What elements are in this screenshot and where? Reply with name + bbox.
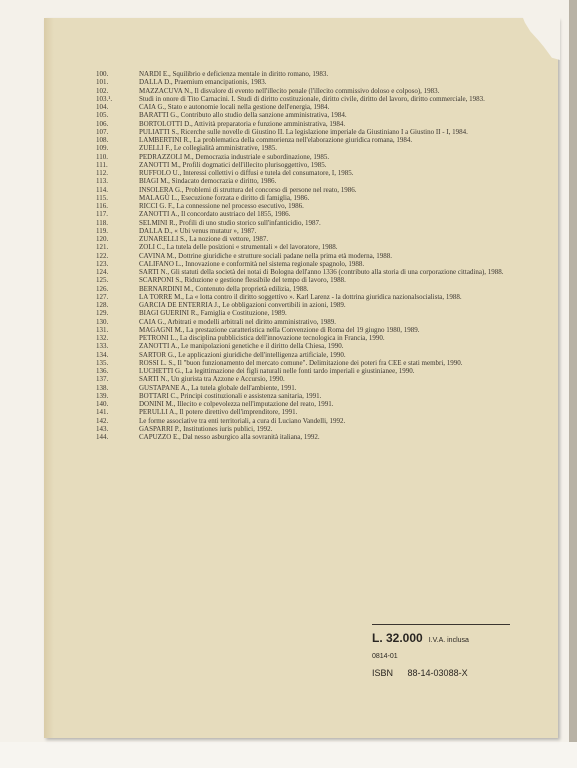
entry-number: 114. bbox=[96, 185, 108, 194]
list-item bbox=[96, 285, 516, 293]
isbn-label: ISBN bbox=[372, 668, 394, 678]
entry-number: 105. bbox=[96, 111, 109, 120]
isbn-value: 88-14-03088-X bbox=[407, 668, 468, 678]
entry-text: PERULLI A., Il potere direttivo dell'imprenditore, 1991. bbox=[139, 408, 298, 417]
entry-number: 122. bbox=[96, 251, 109, 260]
list-item bbox=[96, 219, 516, 227]
entry-number: 134. bbox=[96, 350, 109, 359]
list-item bbox=[96, 425, 516, 433]
entry-number: 139. bbox=[96, 391, 109, 400]
series-list bbox=[96, 70, 516, 441]
entry-number: 110. bbox=[96, 152, 108, 161]
entry-text: CAIA G., Stato e autonomie locali nella gestione dell'energia, 1984. bbox=[139, 103, 330, 111]
entry-text: LA TORRE M., La « lotta contro il diritto soggettivo ». Karl Larenz - la dottrina giuridica nazionalsocialista, 1988. bbox=[139, 292, 462, 301]
entry-number: 104. bbox=[96, 103, 109, 111]
entry-number: 138. bbox=[96, 383, 109, 392]
list-item bbox=[96, 384, 516, 392]
entry-number: 131. bbox=[96, 325, 109, 334]
list-item bbox=[96, 318, 516, 326]
entry-text: GARCIA DE ENTERRIA J., Le obbligazioni convertibili in azioni, 1989. bbox=[139, 301, 346, 309]
list-item bbox=[96, 408, 516, 416]
list-item bbox=[96, 186, 516, 194]
list-item bbox=[96, 260, 516, 268]
entry-number: 143. bbox=[96, 424, 109, 433]
list-item bbox=[96, 276, 516, 284]
entry-text: BERNARDINI M., Contenuto della proprietà edilizia, 1988. bbox=[139, 284, 309, 293]
price-block bbox=[372, 624, 510, 678]
entry-number: 113. bbox=[96, 177, 108, 186]
list-item bbox=[96, 194, 516, 202]
entry-text: MAZZACUVA N., Il disvalore di evento nell'illecito penale (l'illecito commissivo doloso e colposo), 1983. bbox=[139, 86, 440, 95]
list-item bbox=[96, 334, 516, 342]
list-item bbox=[96, 210, 516, 218]
entry-text: PULIATTI S., Ricerche sulle novelle di Giustino II. La legislazione imperiale da Giustiniano I a Giustino II - I, 1984. bbox=[139, 127, 468, 136]
entry-text: CAVINA M., Dottrine giuridiche e strutture sociali padane nella prima età moderna, 1988. bbox=[139, 251, 392, 260]
entry-number: 115. bbox=[96, 193, 108, 202]
entry-text: Le forme associative tra enti territoriali, a cura di Luciano Vandelli, 1992. bbox=[139, 416, 346, 425]
entry-text: SCARPONI S., Riduzione e gestione flessibile del tempo di lavoro, 1988. bbox=[139, 276, 346, 285]
entry-number: 106. bbox=[96, 119, 109, 128]
entry-number: 108. bbox=[96, 136, 109, 144]
list-item bbox=[96, 252, 516, 260]
entry-text: LAMBERTINI R., La problematica della commorienza nell'elaborazione giuridica romana, 1984. bbox=[139, 136, 413, 144]
list-item bbox=[96, 128, 516, 136]
entry-number: 118. bbox=[96, 218, 108, 227]
entry-text: SARTOR G., Le applicazioni giuridiche dell'intelligenza artificiale, 1990. bbox=[139, 350, 346, 359]
product-code: 0814-01 bbox=[372, 653, 398, 660]
entry-number: 135. bbox=[96, 358, 109, 367]
list-item bbox=[96, 351, 516, 359]
entry-number: 130. bbox=[96, 317, 109, 326]
list-item bbox=[96, 202, 516, 210]
list-item bbox=[96, 375, 516, 383]
list-item bbox=[96, 153, 516, 161]
entry-text: BIAGI GUERINI R., Famiglia e Costituzione, 1989. bbox=[139, 309, 287, 318]
entry-text: BARATTI G., Contributo allo studio della sanzione amministrativa, 1984. bbox=[139, 111, 347, 120]
entry-number: 126. bbox=[96, 284, 109, 293]
entry-text: SELMINI R., Profili di uno studio storico sull'infanticidio, 1987. bbox=[139, 218, 321, 227]
list-item bbox=[96, 268, 516, 276]
entry-text: NARDI E., Squilibrio e deficienza mentale in diritto romano, 1983. bbox=[139, 70, 329, 78]
entry-number: 137. bbox=[96, 375, 109, 384]
entry-number: 103.¹. bbox=[96, 94, 113, 103]
entry-number: 119. bbox=[96, 226, 108, 235]
entry-text: BOTTARI C., Principi costituzionali e assistenza sanitaria, 1991. bbox=[139, 391, 322, 400]
entry-text: CAIA G., Arbitrati e modelli arbitrali nel diritto amministrativo, 1989. bbox=[139, 317, 336, 326]
list-item bbox=[96, 111, 516, 119]
list-item bbox=[96, 120, 516, 128]
entry-number: 141. bbox=[96, 408, 109, 417]
entry-text: GASPARRI P., Institutiones iuris publici, 1992. bbox=[139, 424, 273, 433]
list-item bbox=[96, 144, 516, 152]
entry-number: 132. bbox=[96, 334, 109, 342]
list-item bbox=[96, 78, 516, 86]
entry-text: ZUELLI F., Le collegialità amministrative, 1985. bbox=[139, 144, 278, 153]
entry-text: DALLA D., Praemium emancipationis, 1983. bbox=[139, 78, 267, 87]
entry-text: INSOLERA G., Problemi di struttura del concorso di persone nel reato, 1986. bbox=[139, 185, 357, 194]
entry-text: RICCI G. F., La connessione nel processo esecutivo, 1986. bbox=[139, 202, 304, 210]
background-edge bbox=[569, 0, 577, 768]
entry-text: ZANOTTI A., Il concordato austriaco del 1855, 1986. bbox=[139, 210, 291, 219]
entry-number: 124. bbox=[96, 268, 109, 276]
entry-text: PEDRAZZOLI M., Democrazia industriale e subordinazione, 1985. bbox=[139, 152, 330, 161]
entry-text: BORTOLOTTI D., Attività preparatoria e funzione amministrativa, 1984. bbox=[139, 119, 346, 128]
list-item bbox=[96, 400, 516, 408]
list-item bbox=[96, 87, 516, 95]
entry-number: 102. bbox=[96, 86, 109, 95]
entry-text: MALAGÙ L., Esecuzione forzata e diritto di famiglia, 1986. bbox=[139, 193, 310, 202]
list-item bbox=[96, 342, 516, 350]
entry-text: CALIFANO L., Innovazione e conformità nel sistema regionale spagnolo, 1988. bbox=[139, 259, 365, 268]
list-item bbox=[96, 95, 516, 103]
list-item bbox=[96, 70, 516, 78]
entry-number: 111. bbox=[96, 160, 108, 169]
entry-number: 140. bbox=[96, 400, 109, 408]
isbn-line bbox=[372, 668, 510, 678]
list-item bbox=[96, 161, 516, 169]
entry-number: 117. bbox=[96, 210, 108, 219]
list-item bbox=[96, 392, 516, 400]
entry-number: 127. bbox=[96, 292, 109, 301]
entry-number: 144. bbox=[96, 433, 109, 441]
entry-number: 109. bbox=[96, 144, 109, 153]
price-amount: L. 32.000 bbox=[372, 631, 423, 645]
list-item bbox=[96, 243, 516, 251]
entry-text: ZANOTTI M., Profili dogmatici dell'illecito plurisoggettivo, 1985. bbox=[139, 160, 327, 169]
list-item bbox=[96, 417, 516, 425]
entry-text: DALLA D., « Ubi venus mutatur », 1987. bbox=[139, 226, 257, 235]
list-item bbox=[96, 326, 516, 334]
price-line bbox=[372, 624, 510, 647]
entry-number: 116. bbox=[96, 202, 108, 210]
vat-note: I.V.A. inclusa bbox=[428, 637, 469, 644]
list-item bbox=[96, 136, 516, 144]
list-item bbox=[96, 359, 516, 367]
entry-text: Studi in onore di Tito Carnacini. I. Studi di diritto costituzionale, diritto civile, diritto del lavoro, diritto commerciale, 1983. bbox=[139, 94, 485, 103]
list-item bbox=[96, 433, 516, 441]
entry-text: CAPUZZO E., Dal nesso asburgico alla sovranità italiana, 1992. bbox=[139, 433, 320, 441]
background-bottom bbox=[0, 742, 577, 768]
entry-text: RUFFOLO U., Interessi collettivi o diffusi e tutela del consumatore, I, 1985. bbox=[139, 169, 354, 177]
list-item bbox=[96, 309, 516, 317]
entry-text: PETRONI L., La disciplina pubblicistica dell'innovazione tecnologica in Francia, 1990. bbox=[139, 334, 385, 342]
entry-text: ZANOTTI A., Le manipolazioni genetiche e il diritto della Chiesa, 1990. bbox=[139, 342, 344, 351]
entry-number: 107. bbox=[96, 127, 109, 136]
entry-text: SARTI N., Gli statuti della società dei notai di Bologna dell'anno 1336 (contributo alla storia di una corporazione cittadina), 1988. bbox=[139, 268, 504, 276]
list-item bbox=[96, 103, 516, 111]
list-item bbox=[96, 293, 516, 301]
entry-number: 125. bbox=[96, 276, 109, 285]
entry-text: SARTI N., Un giurista tra Azzone e Accursio, 1990. bbox=[139, 375, 285, 384]
entry-number: 133. bbox=[96, 342, 109, 351]
entry-number: 121. bbox=[96, 243, 109, 252]
list-item bbox=[96, 367, 516, 375]
list-item bbox=[96, 169, 516, 177]
entry-number: 123. bbox=[96, 259, 109, 268]
list-item bbox=[96, 301, 516, 309]
entry-number: 120. bbox=[96, 235, 109, 243]
entry-number: 136. bbox=[96, 367, 109, 375]
entry-text: ZUNARELLI S., La nozione di vettore, 1987. bbox=[139, 235, 269, 243]
entry-text: GUSTAPANE A., La tutela globale dell'ambiente, 1991. bbox=[139, 383, 297, 392]
entry-number: 142. bbox=[96, 416, 109, 425]
entry-text: LUCHETTI G., La legittimazione dei figli naturali nelle fonti tardo imperiali e giustinianee, 1990. bbox=[139, 367, 415, 375]
worn-corner bbox=[506, 16, 560, 60]
list-item bbox=[96, 177, 516, 185]
entry-text: BIAGI M., Sindacato democrazia e diritto, 1986. bbox=[139, 177, 277, 186]
entry-text: MAGAGNI M., La prestazione caratteristica nella Convenzione di Roma del 19 giugno 1980, 1989. bbox=[139, 325, 420, 334]
entry-number: 129. bbox=[96, 309, 109, 318]
entry-number: 112. bbox=[96, 169, 108, 177]
entry-text: ZOLI C., La tutela delle posizioni « strumentali » del lavoratore, 1988. bbox=[139, 243, 338, 252]
list-item bbox=[96, 235, 516, 243]
entry-number: 100. bbox=[96, 70, 109, 78]
entry-text: DONINI M., Illecito e colpevolezza nell'imputazione del reato, 1991. bbox=[139, 400, 334, 408]
list-item bbox=[96, 227, 516, 235]
entry-number: 101. bbox=[96, 78, 109, 87]
entry-text: ROSSI L. S., Il "buon funzionamento del mercato comune". Delimitazione dei poteri fra CEE e stati membri, 1990. bbox=[139, 358, 463, 367]
entry-number: 128. bbox=[96, 301, 109, 309]
